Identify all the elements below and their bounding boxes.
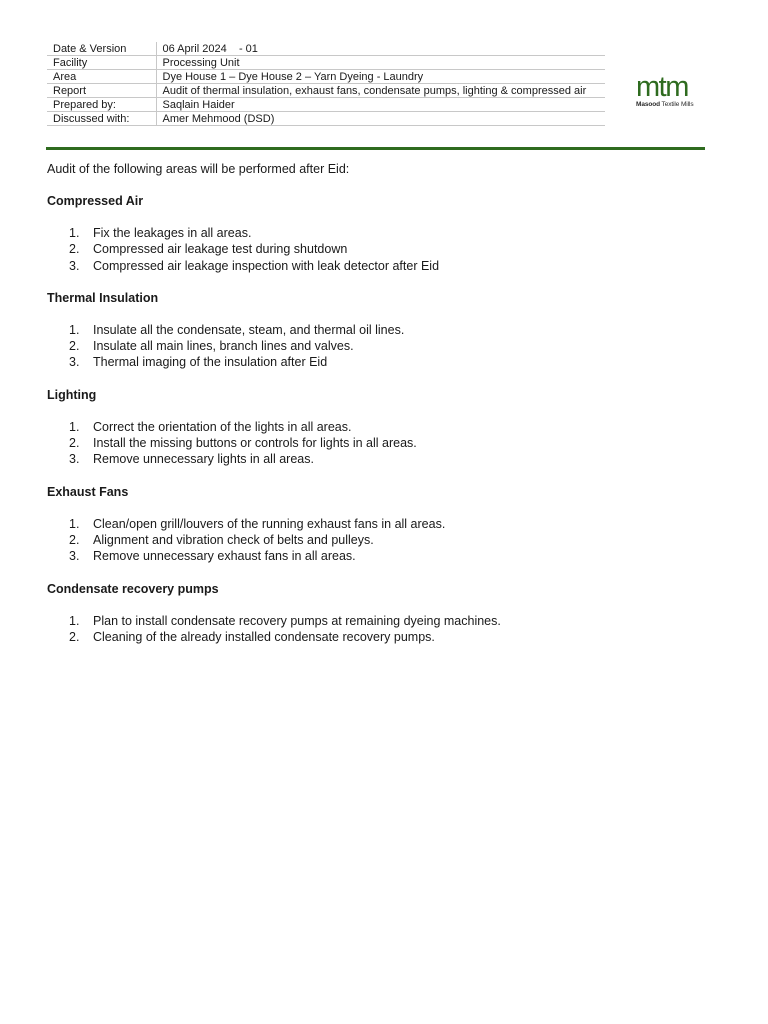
item-number: 2.	[69, 339, 80, 354]
item-text: Thermal imaging of the insulation after Eid	[93, 355, 328, 370]
item-number: 2.	[69, 242, 80, 257]
item-number: 1.	[69, 322, 80, 337]
header-key: Prepared by:	[47, 98, 156, 112]
header-row-area	[47, 70, 605, 84]
header-value: Processing Unit	[162, 57, 240, 69]
list-item	[69, 516, 707, 532]
list-item	[69, 613, 707, 629]
mtm-logo-mark	[636, 74, 700, 100]
list-item	[69, 451, 707, 467]
item-number: 1.	[69, 226, 80, 240]
header-row-date-version	[47, 42, 605, 56]
header-divider	[46, 147, 705, 150]
header-key: Facility	[47, 56, 156, 70]
list-item	[69, 322, 707, 338]
item-text: Insulate all main lines, branch lines and valves.	[93, 339, 354, 354]
list-item	[69, 435, 707, 451]
section-title-lighting: Lighting	[47, 387, 97, 402]
header-value: Saqlain Haider	[162, 99, 235, 111]
item-number: 2.	[69, 629, 80, 644]
list-exhaust-fans	[69, 516, 707, 565]
item-number: 3.	[69, 258, 80, 273]
list-lighting	[69, 419, 707, 468]
list-item	[69, 258, 707, 274]
logo-tagline-rest: Textile Mills	[659, 101, 694, 108]
list-item	[69, 548, 707, 564]
intro-text: Audit of the following areas will be performed after Eid:	[47, 162, 350, 176]
header-key: Report	[47, 84, 156, 98]
item-text: Fix the leakages in all areas.	[93, 226, 252, 240]
item-number: 3.	[69, 452, 80, 467]
header-key: Discussed with:	[47, 112, 156, 126]
header-value: 06 April 2024 - 01	[162, 43, 258, 55]
section-title-exhaust-fans: Exhaust Fans	[47, 484, 129, 499]
header-value: Dye House 1 – Dye House 2 – Yarn Dyeing - Laundry	[162, 71, 424, 83]
item-number: 1.	[69, 516, 80, 531]
item-number: 2.	[69, 532, 80, 547]
item-number: 3.	[69, 549, 80, 564]
header-value: Audit of thermal insulation, exhaust fans, condensate pumps, lighting & compressed air	[162, 85, 587, 97]
header-key: Date & Version	[47, 42, 156, 56]
list-item	[69, 532, 707, 548]
section-title-compressed-air: Compressed Air	[47, 194, 144, 208]
list-item	[69, 629, 707, 645]
document-body	[47, 161, 707, 661]
item-text: Clean/open grill/louvers of the running exhaust fans in all areas.	[93, 516, 446, 531]
logo-tagline-bold: Masood	[636, 101, 660, 108]
header-row-report	[47, 84, 605, 98]
item-text: Plan to install condensate recovery pumps at remaining dyeing machines.	[93, 613, 501, 628]
item-number: 1.	[69, 613, 80, 628]
report-header-table	[47, 42, 605, 126]
section-title-condensate-recovery-pumps: Condensate recovery pumps	[47, 581, 219, 596]
header-key: Area	[47, 70, 156, 84]
company-logo	[636, 74, 702, 108]
list-thermal-insulation	[69, 322, 707, 371]
item-number: 3.	[69, 355, 80, 370]
logo-tagline	[636, 101, 702, 108]
item-text: Compressed air leakage test during shutdown	[93, 242, 348, 257]
list-item	[69, 354, 707, 370]
list-condensate-recovery-pumps	[69, 613, 707, 646]
list-item	[69, 419, 707, 435]
section-title-thermal-insulation: Thermal Insulation	[47, 290, 159, 305]
item-text: Insulate all the condensate, steam, and thermal oil lines.	[93, 322, 405, 337]
header-value: Amer Mehmood (DSD)	[162, 113, 275, 125]
list-item	[69, 338, 707, 354]
item-text: Install the missing buttons or controls for lights in all areas.	[93, 436, 417, 451]
header-row-facility	[47, 56, 605, 70]
item-text: Cleaning of the already installed condensate recovery pumps.	[93, 629, 435, 644]
list-compressed-air	[69, 225, 707, 274]
item-text: Compressed air leakage inspection with leak detector after Eid	[93, 258, 440, 273]
item-number: 1.	[69, 419, 80, 434]
item-number: 2.	[69, 436, 80, 451]
item-text: Correct the orientation of the lights in all areas.	[93, 419, 352, 434]
list-item	[69, 225, 707, 241]
logo-text: mtm	[636, 74, 688, 100]
item-text: Remove unnecessary exhaust fans in all areas.	[93, 549, 356, 564]
header-row-discussed-with	[47, 112, 605, 126]
item-text: Alignment and vibration check of belts and pulleys.	[93, 532, 374, 547]
header-row-prepared-by	[47, 98, 605, 112]
item-text: Remove unnecessary lights in all areas.	[93, 452, 314, 467]
list-item	[69, 241, 707, 257]
